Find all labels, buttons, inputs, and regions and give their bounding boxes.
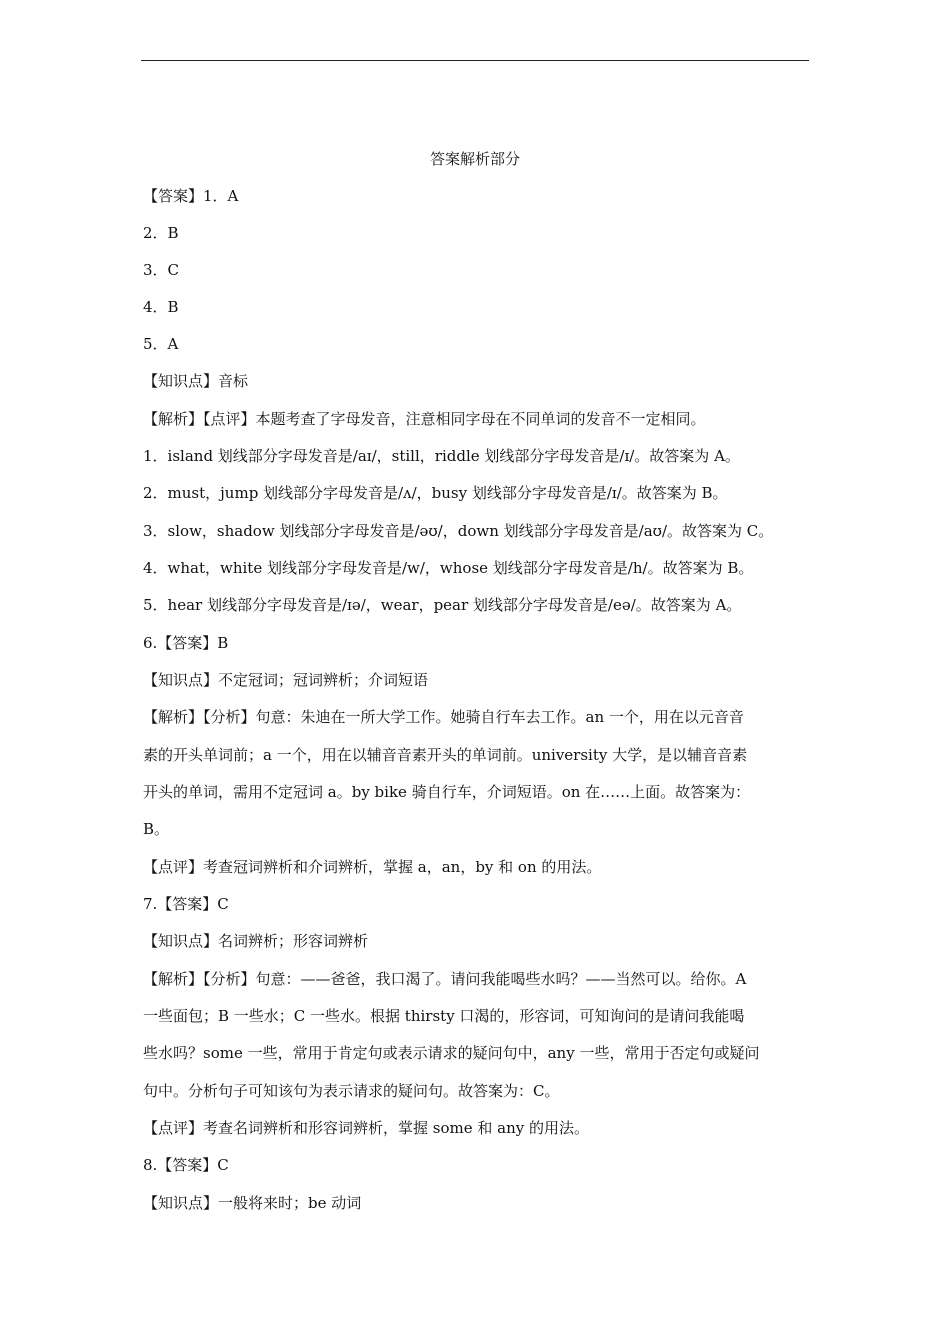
analysis-item-1: 1．island 划线部分字母发音是/aɪ/，still，riddle 划线部分字母发音是/ɪ/。故答案为 A。 bbox=[143, 447, 740, 465]
analysis-6-line-2: 素的开头单词前；a 一个，用在以辅音音素开头的单词前。university 大学，是以辅音音素 bbox=[143, 746, 748, 764]
answer-line-4: 4．B bbox=[143, 298, 179, 316]
answer-line-5: 5．A bbox=[143, 335, 179, 353]
header-rule bbox=[141, 60, 809, 61]
analysis-6-line-3: 开头的单词，需用不定冠词 a。by bike 骑自行车，介词短语。on 在……上面。故答案为： bbox=[143, 783, 751, 801]
analysis-item-4: 4．what，white 划线部分字母发音是/w/，whose 划线部分字母发音是/h/。故答案为 B。 bbox=[143, 559, 754, 577]
analysis-7-line-2: 一些面包；B 一些水；C 一些水。根据 thirsty 口渴的，形容词，可知询问的是请问我能喝 bbox=[143, 1007, 745, 1025]
comment-7: 【点评】考查名词辨析和形容词辨析，掌握 some 和 any 的用法。 bbox=[143, 1119, 589, 1137]
analysis-7-line-3: 些水吗？some 一些，常用于肯定句或表示请求的疑问句中，any 一些，常用于否定句或疑问 bbox=[143, 1044, 760, 1062]
analysis-7-line-4: 句中。分析句子可知该句为表示请求的疑问句。故答案为：C。 bbox=[143, 1082, 560, 1100]
analysis-item-5: 5．hear 划线部分字母发音是/ɪə/，wear，pear 划线部分字母发音是/eə/。故答案为 A。 bbox=[143, 596, 742, 614]
page-title: 答案解析部分 bbox=[429, 150, 520, 168]
analysis-6-line-4: B。 bbox=[143, 820, 170, 838]
knowledge-point-6: 【知识点】不定冠词；冠词辨析；介词短语 bbox=[143, 671, 429, 689]
comment-6: 【点评】考查冠词辨析和介词辨析，掌握 a，an，by 和 on 的用法。 bbox=[143, 858, 602, 876]
knowledge-point-1: 【知识点】音标 bbox=[143, 372, 249, 390]
answer-line-3: 3．C bbox=[143, 261, 180, 279]
analysis-intro-1: 【解析】【点评】本题考查了字母发音，注意相同字母在不同单词的发音不一定相同。 bbox=[143, 410, 706, 428]
answer-7: 7.【答案】C bbox=[143, 895, 229, 913]
analysis-item-3: 3．slow，shadow 划线部分字母发音是/əʊ/，down 划线部分字母发音是/aʊ/。故答案为 C。 bbox=[143, 522, 774, 540]
analysis-7-line-1: 【解析】【分析】句意：——爸爸，我口渴了。请问我能喝些水吗？——当然可以。给你。A bbox=[143, 970, 747, 988]
knowledge-point-8: 【知识点】一般将来时；be 动词 bbox=[143, 1194, 362, 1212]
answer-6: 6.【答案】B bbox=[143, 634, 229, 652]
knowledge-point-7: 【知识点】名词辨析；形容词辨析 bbox=[143, 932, 369, 950]
analysis-6-line-1: 【解析】【分析】句意：朱迪在一所大学工作。她骑自行车去工作。an 一个，用在以元音音 bbox=[143, 708, 744, 726]
analysis-item-2: 2．must，jump 划线部分字母发音是/ʌ/，busy 划线部分字母发音是/ɪ/。故答案为 B。 bbox=[143, 484, 728, 502]
answer-line-2: 2．B bbox=[143, 224, 179, 242]
answer-line-1: 【答案】1．A bbox=[143, 187, 239, 205]
answer-8: 8.【答案】C bbox=[143, 1156, 229, 1174]
